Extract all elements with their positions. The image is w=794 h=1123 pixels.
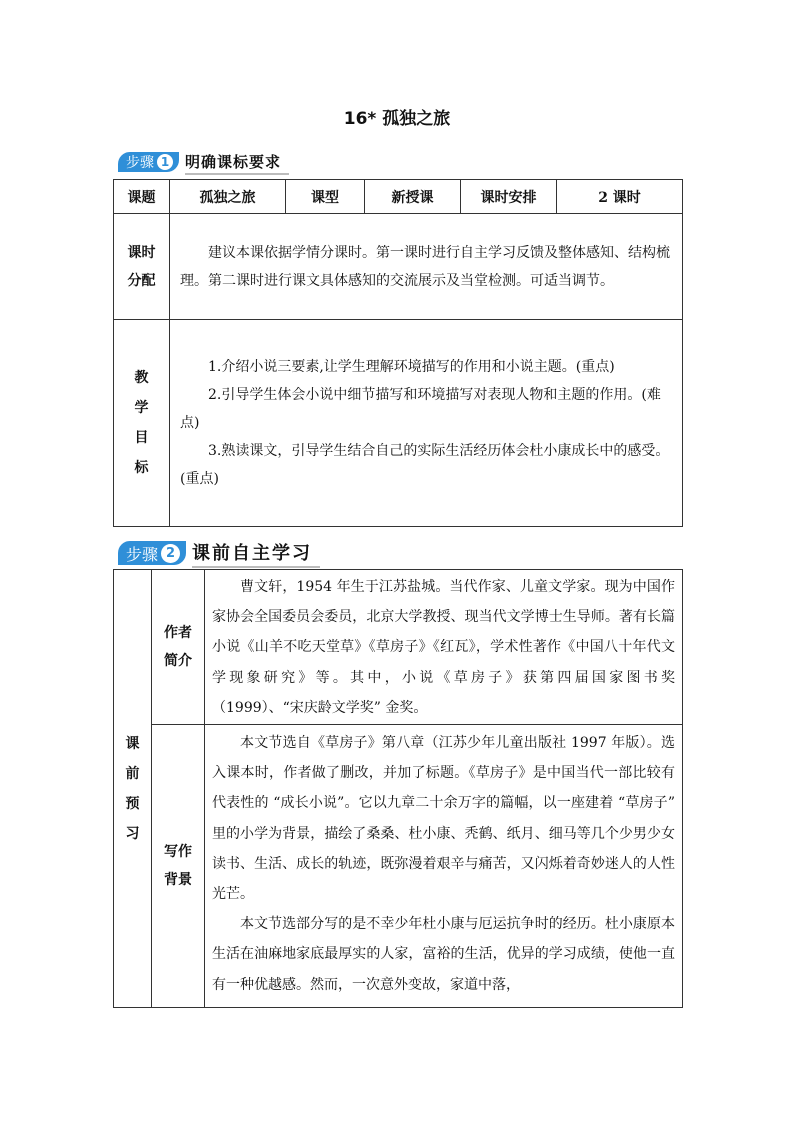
allocation-label: 课时 分配 (114, 214, 170, 320)
preview-section-label: 课 前 预 习 (114, 570, 152, 1008)
allocation-text-cell (170, 214, 683, 320)
step-badge (118, 152, 179, 172)
header-cell-type-label: 课型 (286, 180, 365, 214)
author-intro-text: 曹文轩，1954 年生于江苏盐城。当代作家、儿童文学家。现为中国作家协会全国委员会委员，北京大学教授、现当代文学博士生导师。著有长篇小说《山羊不吃天堂草》《草房子》《红瓦》，学术性著作《中国八十年代文学现象研究》等。其中，小说《草房子》获第四届国家图书奖（1999）、“宋庆龄文学奖” 金奖。 (212, 579, 675, 716)
background-paragraph: 本文节选自《草房子》第八章（江苏少年儿童出版社 1997 年版）。选入课本时，作者做了删改，并加了标题。《草房子》是中国当代一部比较有代表性的 “成长小说”。它以九章二十余万字的篇幅，以一座建着 “草房子” 里的小学为背景，描绘了桑桑、杜小康、秃鹤、纸月、细马等几个少男少女读书、生活、成长的轨迹，既弥漫着艰辛与痛苦，又闪烁着奇妙迷人的人性光芒。 (212, 735, 675, 903)
step-label: 课前自主学习 (192, 539, 312, 565)
step-number: 2 (161, 544, 180, 563)
page-title: 16* 孤独之旅 (343, 109, 451, 129)
objectives-label: 教 学 目 标 (114, 320, 170, 527)
header-cell-topic-label: 课题 (114, 180, 170, 214)
header-cell-topic-value: 孤独之旅 (170, 180, 286, 214)
course-requirements-table (113, 179, 683, 527)
author-intro-label: 作者 简介 (152, 570, 205, 725)
writing-background-cell (205, 725, 683, 1008)
header-cell-schedule-value: 2 课时 (557, 180, 683, 214)
allocation-text: 建议本课依据学情分课时。第一课时进行自主学习反馈及整体感知、结构梳理。第二课时进行课文具体感知的交流展示及当堂检测。可适当调节。 (180, 244, 670, 289)
writing-background-label: 写作 背景 (152, 725, 205, 1008)
objective-item: 1.介绍小说三要素,让学生理解环境描写的作用和小说主题。(重点) (208, 359, 615, 375)
objective-item: 2.引导学生体会小说中细节描写和环境描写对表现人物和主题的作用。(难点) (180, 387, 661, 431)
step-badge-text: 步骤 (126, 544, 159, 564)
step-2-heading (118, 537, 312, 565)
step-badge (118, 541, 186, 565)
step-label: 明确课标要求 (185, 153, 282, 171)
header-cell-type-value: 新授课 (365, 180, 461, 214)
step-badge-text: 步骤 (126, 155, 154, 171)
header-cell-schedule-label: 课时安排 (461, 180, 557, 214)
preview-study-table (113, 569, 683, 1008)
step-number: 1 (157, 154, 173, 170)
step-1-heading (118, 148, 281, 172)
objectives-cell (170, 320, 683, 527)
author-intro-cell (205, 570, 683, 725)
objective-item: 3.熟读课文，引导学生结合自己的实际生活经历体会杜小康成长中的感受。(重点) (180, 443, 670, 487)
background-paragraph: 本文节选部分写的是不幸少年杜小康与厄运抗争时的经历。杜小康原本生活在油麻地家底最厚实的人家，富裕的生活，优异的学习成绩，使他一直有一种优越感。然而，一次意外变故，家道中落， (212, 916, 675, 993)
